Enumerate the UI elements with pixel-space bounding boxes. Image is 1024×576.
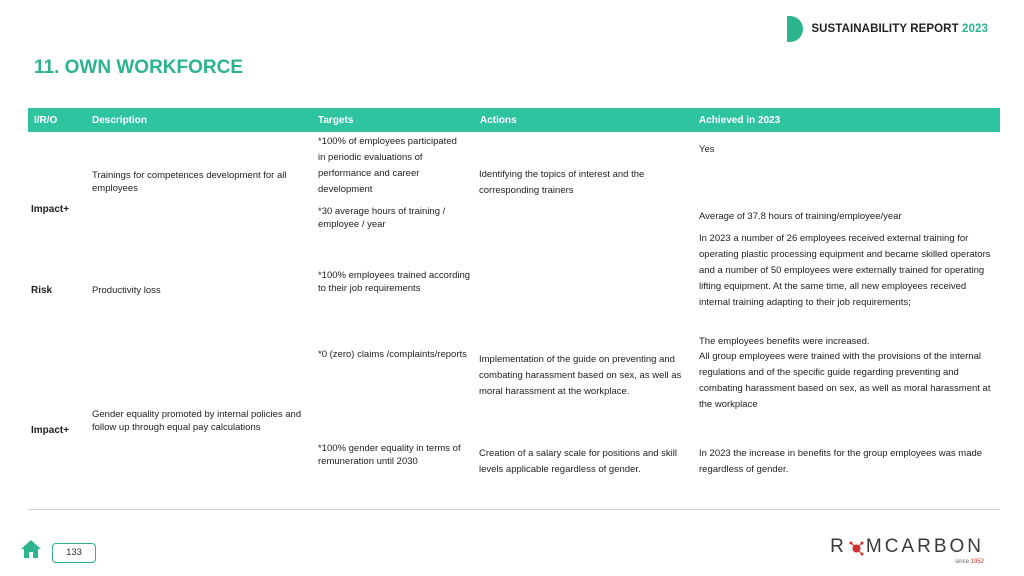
report-year: 2023 <box>962 23 988 35</box>
column-header-actions: Actions <box>480 114 517 126</box>
company-logo <box>830 536 984 565</box>
home-icon[interactable] <box>20 538 42 560</box>
row2-description: Productivity loss <box>92 285 161 296</box>
table-header <box>28 108 1000 132</box>
logo-text-left: R <box>830 536 847 557</box>
workforce-table <box>28 108 1000 508</box>
row1-iro: Impact+ <box>31 204 70 215</box>
column-header-description: Description <box>92 114 148 126</box>
row3-achieved-1: The employees benefits were increased. <box>699 336 870 347</box>
row1-action-1: Identifying the topics of interest and the corresponding trainers <box>479 169 645 196</box>
row3-target-1: *0 (zero) claims /complaints/reports <box>318 349 467 360</box>
column-header-targets: Targets <box>318 114 354 126</box>
logo-since-prefix: since <box>954 559 969 565</box>
footer-divider <box>28 509 1000 510</box>
logo-text-right: MCARBON <box>865 536 984 557</box>
report-title <box>811 23 988 35</box>
row1-achieved-2: Average of 37.8 hours of training/employee/year <box>699 211 902 222</box>
row2-iro: Risk <box>31 285 53 296</box>
row2-target-1: *100% employees trained according to their job requirements <box>318 270 471 294</box>
row1-achieved-1: Yes <box>699 144 715 155</box>
page-title: 11. OWN WORKFORCE <box>34 57 244 78</box>
table-body <box>28 132 1000 508</box>
logo-molecule-icon <box>849 540 864 555</box>
header-mark-icon <box>787 16 803 42</box>
row3-action-1: Implementation of the guide on preventing and combating harassment based on sex, as well as moral harassment at the workplace. <box>479 354 682 397</box>
column-header-achieved: Achieved in 2023 <box>699 114 781 126</box>
row2-achieved-1: In 2023 a number of 26 employees received external training for operating plastic processing equipment and became skilled operators and a number of 50 employees were externally trained for operating lifting equipment. At the same time, all new employees received internal training adapting to their job requirements; <box>699 233 991 308</box>
row3-action-2: Creation of a salary scale for positions and skill levels applicable regardless of gender. <box>479 448 678 475</box>
row3-iro: Impact+ <box>31 425 70 436</box>
row1-target-2: *30 average hours of training / employee / year <box>318 206 446 230</box>
page-number: 133 <box>52 543 96 563</box>
row3-description: Gender equality promoted by internal policies and follow up through equal pay calculations <box>92 409 302 433</box>
report-title-text: SUSTAINABILITY REPORT <box>811 23 959 35</box>
row3-achieved-3: In 2023 the increase in benefits for the group employees was made regardless of gender. <box>699 448 983 475</box>
report-header <box>787 16 988 42</box>
row1-target-1: *100% of employees participated in periodic evaluations of performance and career development <box>318 136 457 195</box>
logo-since-year: 1952 <box>970 559 984 565</box>
column-header-iro: I/R/O <box>34 114 58 126</box>
row3-achieved-2: All group employees were trained with the provisions of the internal regulations and of the specific guide regarding preventing and combating harassment based on sex, as well as moral harassment at the workplace <box>699 351 991 410</box>
logo-since <box>830 559 984 565</box>
row3-target-2: *100% gender equality in terms of remuneration until 2030 <box>318 443 461 467</box>
row1-description: Trainings for competences development for all employees <box>92 170 287 194</box>
